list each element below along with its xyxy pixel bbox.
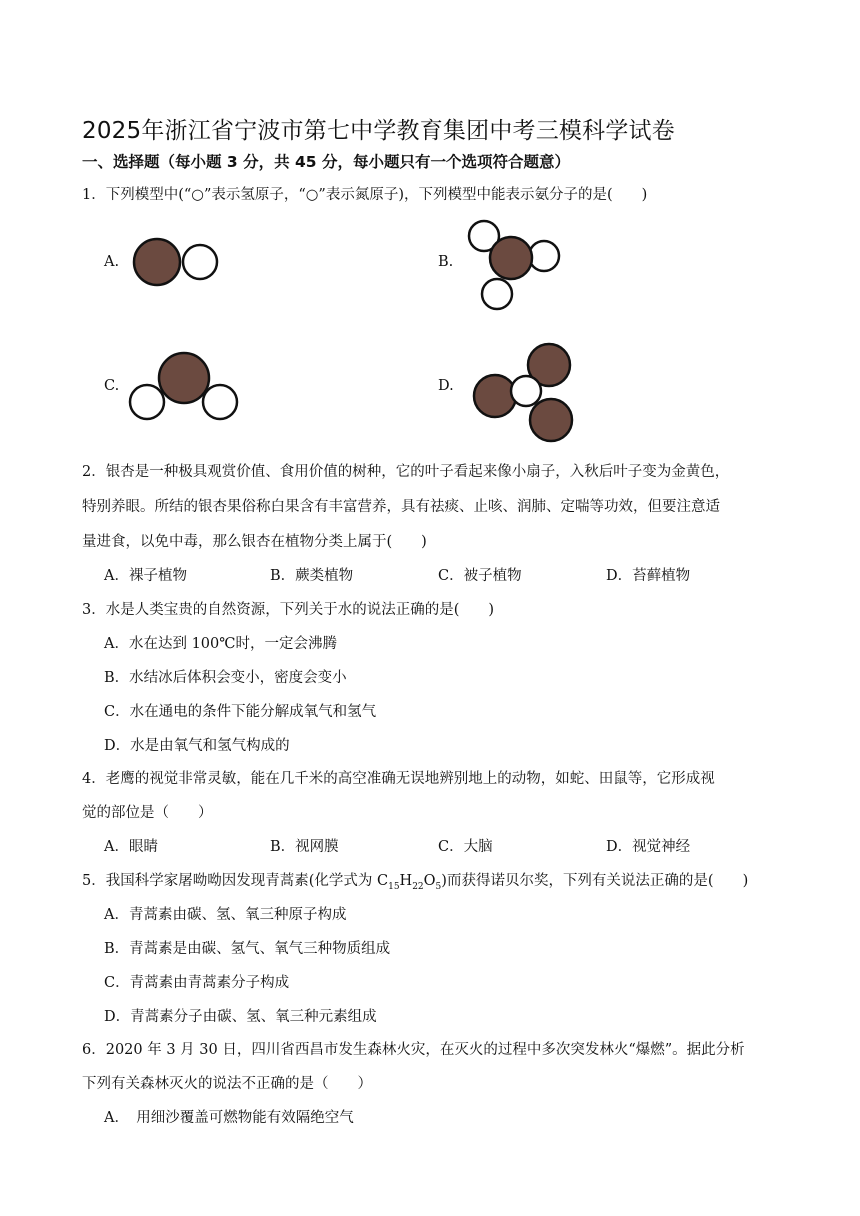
q3-option-c: C．水在通电的条件下能分解成氧气和氢气 xyxy=(104,704,377,720)
q5-stem-end: )而获得诺贝尔奖，下列有关说法正确的是( ) xyxy=(441,873,749,889)
page-title: 2025年浙江省宁波市第七中学教育集团中考三模科学试卷 xyxy=(82,118,675,144)
q5-hydrogen: H xyxy=(399,873,413,889)
light-atom xyxy=(511,376,541,406)
q6-option-a: A． 用细沙覆盖可燃物能有效隔绝空气 xyxy=(104,1110,354,1126)
question-5-stem xyxy=(82,869,748,892)
q5-stem-start: 5．我国科学家屠呦呦因发现青蒿素(化学式为 C xyxy=(82,873,389,889)
q1-option-c-label: C. xyxy=(104,378,120,394)
question-2-line-1: 2．银杏是一种极具观赏价值、食用价值的树种，它的叶子看起来像小扇子，入秋后叶子变为金黄色， xyxy=(82,464,730,480)
q4-option-c: C．大脑 xyxy=(438,839,493,855)
section-heading: 一、选择题（每小题 3 分，共 45 分，每小题只有一个选项符合题意） xyxy=(82,153,570,171)
q2-option-d: D．苔藓植物 xyxy=(606,568,691,584)
q1-option-a-label: A. xyxy=(104,254,120,270)
question-4-line-2: 觉的部位是（ ） xyxy=(82,805,213,821)
q2-option-c: C．被子植物 xyxy=(438,568,522,584)
light-atom xyxy=(183,245,217,279)
q5-option-b: B．青蒿素是由碳、氢气、氧气三种物质组成 xyxy=(104,941,391,957)
q1-option-c-model xyxy=(128,350,242,424)
q3-option-d: D．水是由氧气和氢气构成的 xyxy=(104,738,290,754)
q3-option-a: A．水在达到 100℃时，一定会沸腾 xyxy=(104,636,337,652)
dark-atom xyxy=(474,375,516,417)
q5-option-c: C．青蒿素由青蒿素分子构成 xyxy=(104,975,290,991)
q5-oxygen: O xyxy=(423,873,436,889)
q5-sub-carbon: 15 xyxy=(388,881,400,892)
question-3-stem: 3．水是人类宝贵的自然资源，下列关于水的说法正确的是( ) xyxy=(82,602,495,618)
question-2-line-2: 特别养眼。所结的银杏果俗称白果含有丰富营养，具有祛痰、止咳、润肺、定喘等功效，但要注意适 xyxy=(82,499,720,515)
q5-option-a: A．青蒿素由碳、氢、氧三种原子构成 xyxy=(104,907,347,923)
question-4-line-1: 4．老鹰的视觉非常灵敏，能在几千米的高空准确无误地辨别地上的动物，如蛇、田鼠等，它形成视 xyxy=(82,771,715,787)
q1-option-d-label: D. xyxy=(438,378,454,394)
light-atom xyxy=(529,241,559,271)
dark-atom xyxy=(134,239,180,285)
q4-option-d: D．视觉神经 xyxy=(606,839,691,855)
light-atom xyxy=(203,385,237,419)
question-6-line-1: 6．2020 年 3 月 30 日，四川省西昌市发生森林火灾，在灭火的过程中多次突发林火“爆燃”。据此分析 xyxy=(82,1042,745,1058)
q1-option-b-model xyxy=(466,218,566,312)
q2-option-b: B．蕨类植物 xyxy=(270,568,354,584)
q5-sub-hydrogen: 22 xyxy=(412,881,424,892)
dark-atom xyxy=(490,237,532,279)
question-1-stem: 1．下列模型中(“○”表示氢原子，“○”表示氮原子)，下列模型中能表示氨分子的是( ) xyxy=(82,187,648,203)
q1-option-a-model xyxy=(130,234,222,292)
question-6-line-2: 下列有关森林灭火的说法不正确的是（ ） xyxy=(82,1076,372,1092)
q1-option-d-model xyxy=(470,342,576,444)
q4-option-b: B．视网膜 xyxy=(270,839,339,855)
q4-option-a: A．眼睛 xyxy=(104,839,158,855)
question-2-line-3: 量进食，以免中毒，那么银杏在植物分类上属于( ) xyxy=(82,534,427,550)
q5-sub-oxygen: 5 xyxy=(435,881,442,892)
dark-atom xyxy=(530,399,572,441)
light-atom xyxy=(130,385,164,419)
q5-option-d: D．青蒿素分子由碳、氢、氧三种元素组成 xyxy=(104,1009,377,1025)
q2-option-a: A．裸子植物 xyxy=(104,568,187,584)
q1-option-b-label: B. xyxy=(438,254,454,270)
q3-option-b: B．水结冰后体积会变小，密度会变小 xyxy=(104,670,347,686)
light-atom xyxy=(482,279,512,309)
dark-atom xyxy=(159,353,209,403)
